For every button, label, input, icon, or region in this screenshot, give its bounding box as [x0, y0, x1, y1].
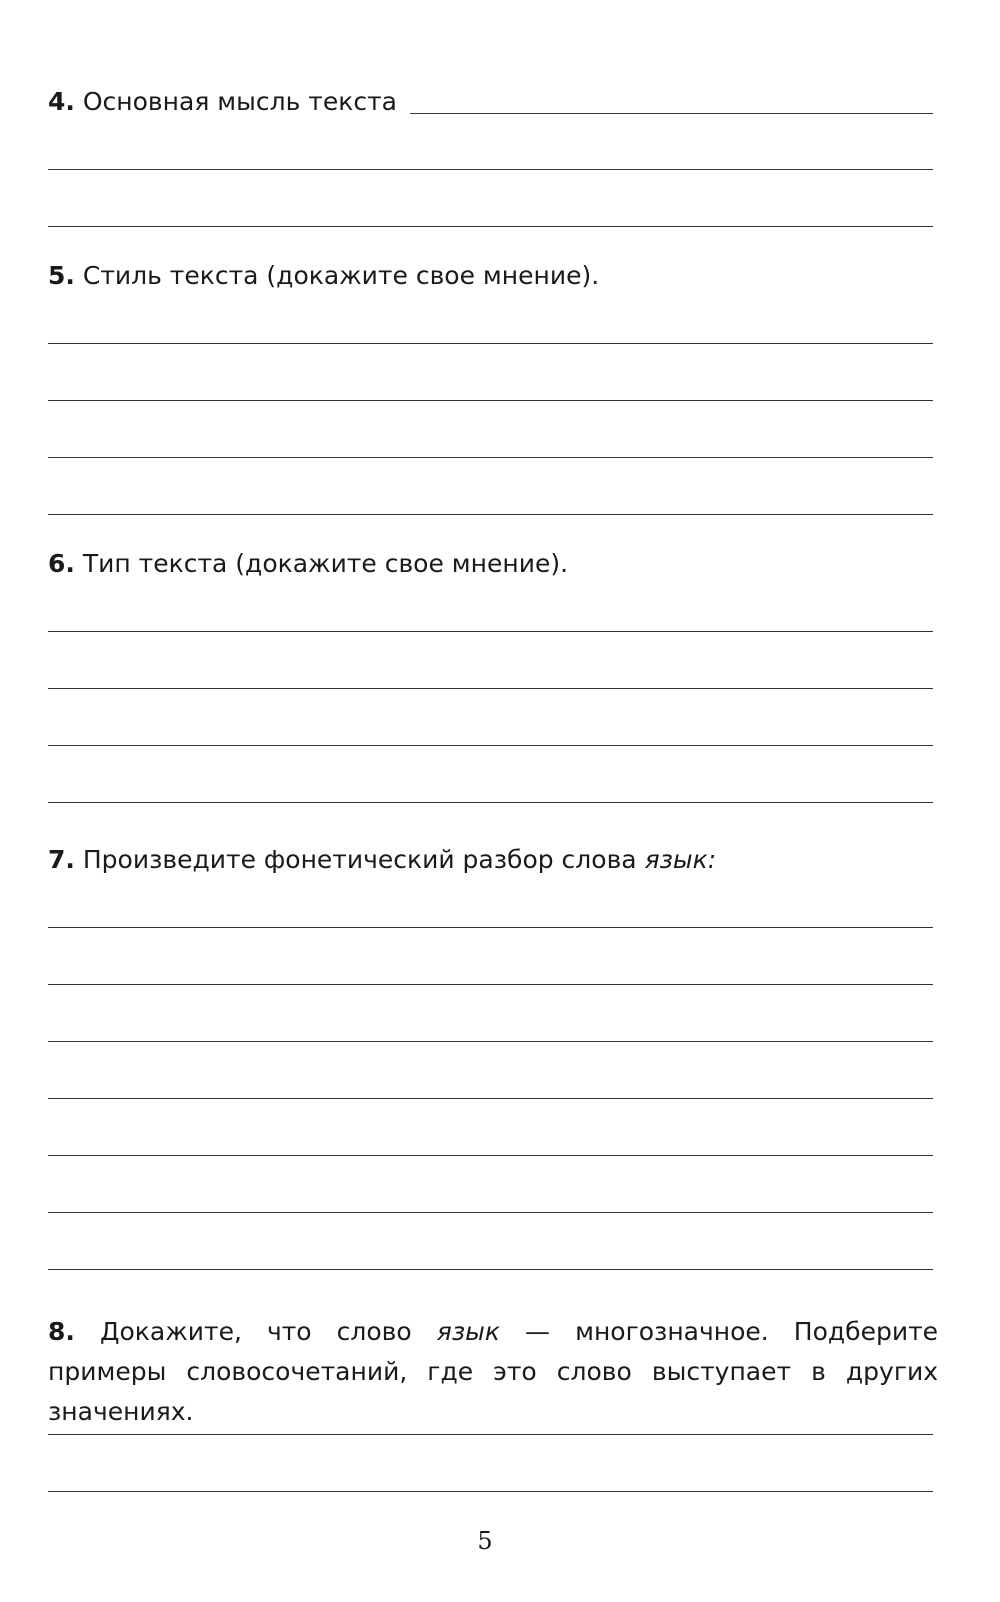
- answer-line[interactable]: [48, 688, 933, 689]
- answer-line[interactable]: [48, 631, 933, 632]
- answer-line[interactable]: [48, 343, 933, 344]
- task-text: Основная мысль текста: [82, 87, 397, 116]
- answer-line[interactable]: [48, 1434, 933, 1435]
- answer-line[interactable]: [48, 1269, 933, 1270]
- answer-line[interactable]: [48, 745, 933, 746]
- task-text-continued: — многозначное. Подберите примеры словосочетаний, где это слово выступает в других значениях.: [48, 1317, 939, 1426]
- task-number: 6.: [48, 549, 75, 578]
- task-number: 4.: [48, 87, 75, 116]
- answer-line[interactable]: [48, 226, 933, 227]
- answer-line[interactable]: [48, 1098, 933, 1099]
- task-italic-word: язык: [436, 1317, 500, 1346]
- answer-line[interactable]: [48, 1041, 933, 1042]
- task-5-prompt: [48, 256, 599, 296]
- task-number: 8.: [48, 1317, 75, 1346]
- page-number: 5: [477, 1527, 493, 1555]
- answer-line[interactable]: [48, 169, 933, 170]
- task-7-prompt: [48, 840, 716, 880]
- task-8-prompt: [48, 1312, 938, 1432]
- answer-line[interactable]: [48, 1212, 933, 1213]
- task-text: Докажите, что слово: [99, 1317, 412, 1346]
- answer-line[interactable]: [48, 1491, 933, 1492]
- answer-line[interactable]: [48, 514, 933, 515]
- answer-line[interactable]: [48, 1155, 933, 1156]
- answer-line[interactable]: [410, 113, 933, 114]
- task-italic-word: язык:: [644, 845, 717, 874]
- answer-line[interactable]: [48, 802, 933, 803]
- task-4-prompt: [48, 82, 397, 122]
- answer-line[interactable]: [48, 927, 933, 928]
- answer-line[interactable]: [48, 400, 933, 401]
- task-text: Стиль текста (докажите свое мнение).: [82, 261, 600, 290]
- task-number: 5.: [48, 261, 75, 290]
- answer-line[interactable]: [48, 457, 933, 458]
- task-number: 7.: [48, 845, 75, 874]
- task-text: Тип текста (докажите свое мнение).: [82, 549, 569, 578]
- task-6-prompt: [48, 544, 568, 584]
- task-text: Произведите фонетический разбор слова: [82, 845, 637, 874]
- answer-line[interactable]: [48, 984, 933, 985]
